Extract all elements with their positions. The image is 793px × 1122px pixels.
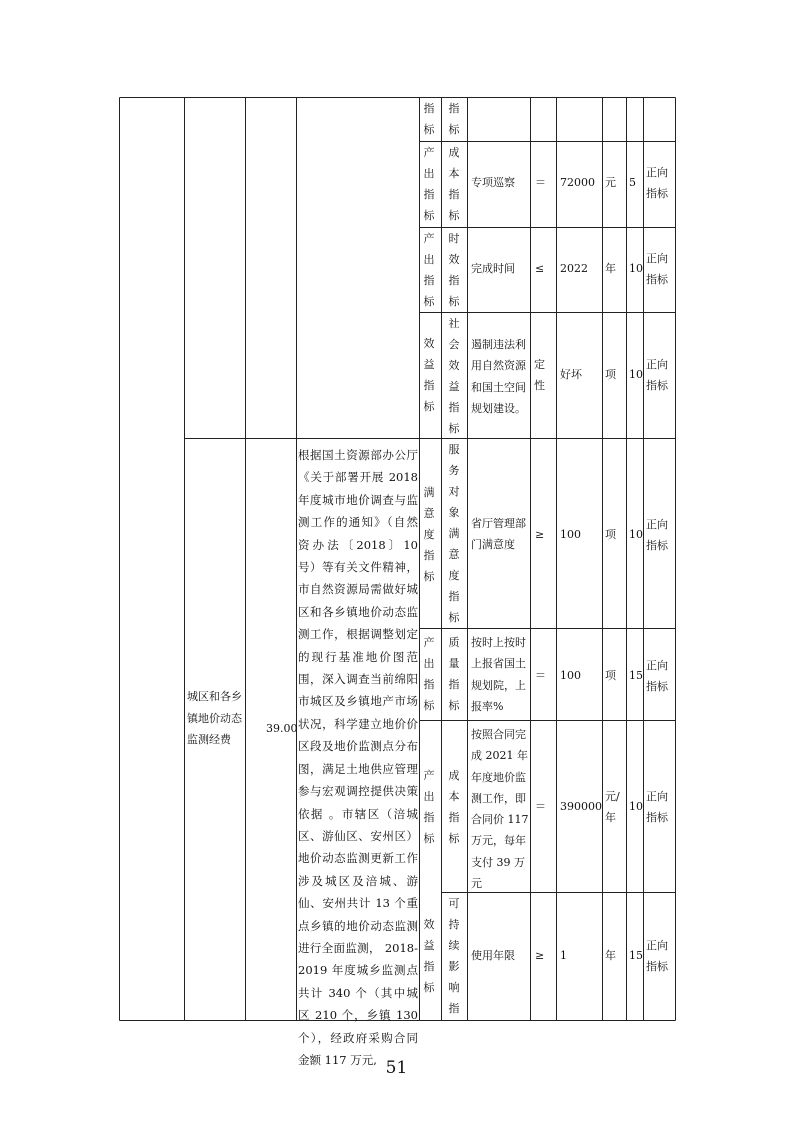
row3-target: 好坏 [560, 368, 582, 381]
row5-content: 按时上按时上报省国土规划院，上报率% [471, 636, 526, 713]
row1-operator: ＝ [535, 176, 546, 189]
row7-direction: 正向指标 [646, 939, 668, 974]
row4-level2: 服务对象满意度指标 [448, 443, 460, 624]
row0-level2: 指标 [448, 102, 460, 136]
row3-content: 遏制违法利用自然资源和国土空间规划建设。 [471, 338, 526, 415]
row5-score: 15 [629, 669, 643, 682]
row1-level2: 成本指标 [448, 146, 460, 222]
row1-target: 72000 [560, 176, 595, 189]
project-amount: 39.00 [266, 722, 298, 735]
row2-score: 10 [629, 262, 643, 275]
row3-level1: 效益指标 [423, 337, 435, 413]
row7-content: 使用年限 [471, 949, 515, 962]
row3-operator: 定性 [534, 358, 545, 393]
page-number: 51 [385, 1058, 408, 1078]
row7-level1: 效益指标 [423, 918, 435, 994]
row6-target: 390000 [560, 800, 602, 813]
row3-score: 10 [629, 368, 643, 381]
row1-direction: 正向指标 [646, 166, 668, 201]
row3-level2: 社会效益指标 [448, 317, 460, 435]
row1-unit: 元 [605, 176, 616, 189]
row2-level1: 产出指标 [423, 232, 435, 308]
row0-level1: 指标 [423, 102, 435, 136]
row4-unit: 项 [605, 528, 616, 541]
row5-level1: 产出指标 [423, 636, 435, 712]
row1-level1: 产出指标 [423, 146, 435, 222]
row4-direction: 正向指标 [646, 518, 668, 553]
row6-level1: 产出指标 [423, 769, 435, 845]
row6-content: 按照合同完成 2021 年年度地价监测工作，即合同价 117 万元，每年支付 39 万元 [471, 728, 529, 891]
row4-content: 省厅管理部门满意度 [471, 517, 526, 552]
row6-direction: 正向指标 [646, 790, 668, 825]
project-name: 城区和各乡镇地价动态监测经费 [187, 690, 242, 746]
row4-level1: 满意度指标 [423, 486, 435, 583]
row3-unit: 项 [605, 368, 616, 381]
row4-operator: ≥ [535, 528, 545, 541]
row5-operator: ＝ [535, 669, 546, 682]
row5-target: 100 [560, 669, 581, 682]
row1-content: 专项巡察 [471, 176, 515, 189]
row2-content: 完成时间 [471, 262, 515, 275]
row2-direction: 正向指标 [646, 252, 668, 287]
row4-target: 100 [560, 528, 581, 541]
row1-score: 5 [629, 176, 636, 189]
row2-target: 2022 [560, 262, 588, 275]
row2-level2: 时效指标 [448, 232, 460, 308]
row7-operator: ≥ [535, 949, 545, 962]
row4-score: 10 [629, 528, 643, 541]
row7-unit: 年 [605, 949, 616, 962]
row7-level2: 可持续影响指 [448, 897, 460, 1015]
row3-direction: 正向指标 [646, 358, 668, 393]
project-description: 根据国土资源部办公厅《关于部署开展 2018 年度城市地价调查与监测工作的通知》（自然资办法〔2018〕10 号）等有关文件精神，市自然资源局需做好城区和各乡镇地价动态监测工作，根据调整划定的现行基准地价图范围，深入调查当前绵阳市城区及乡镇地产市场状况，科学建立地价价区段及地价监测点分布图，满足土地供应管理参与宏观调控提供决策依据 。市辖区（涪城区、游仙区、安州区）地价动态监测更新工作涉及城区及涪城、游仙、安州共计 13 个重点乡镇的地价动态监测进行全面监测， 2018-2019 年度城乡监测点共计 340 个（其中城区 210 个，乡镇 130 个），经政府采购合同金额 117 万元, [298, 448, 418, 1067]
row6-unit: 元/年 [605, 790, 620, 825]
row6-operator: ＝ [535, 800, 546, 813]
row5-direction: 正向指标 [646, 659, 668, 694]
row5-unit: 项 [605, 669, 616, 682]
row2-unit: 年 [605, 262, 616, 275]
row5-level2: 质量指标 [448, 636, 460, 712]
row7-score: 15 [629, 949, 643, 962]
row7-target: 1 [560, 949, 567, 962]
row2-operator: ≤ [535, 262, 545, 275]
row6-score: 10 [629, 800, 643, 813]
row6-level2: 成本指标 [448, 769, 460, 845]
